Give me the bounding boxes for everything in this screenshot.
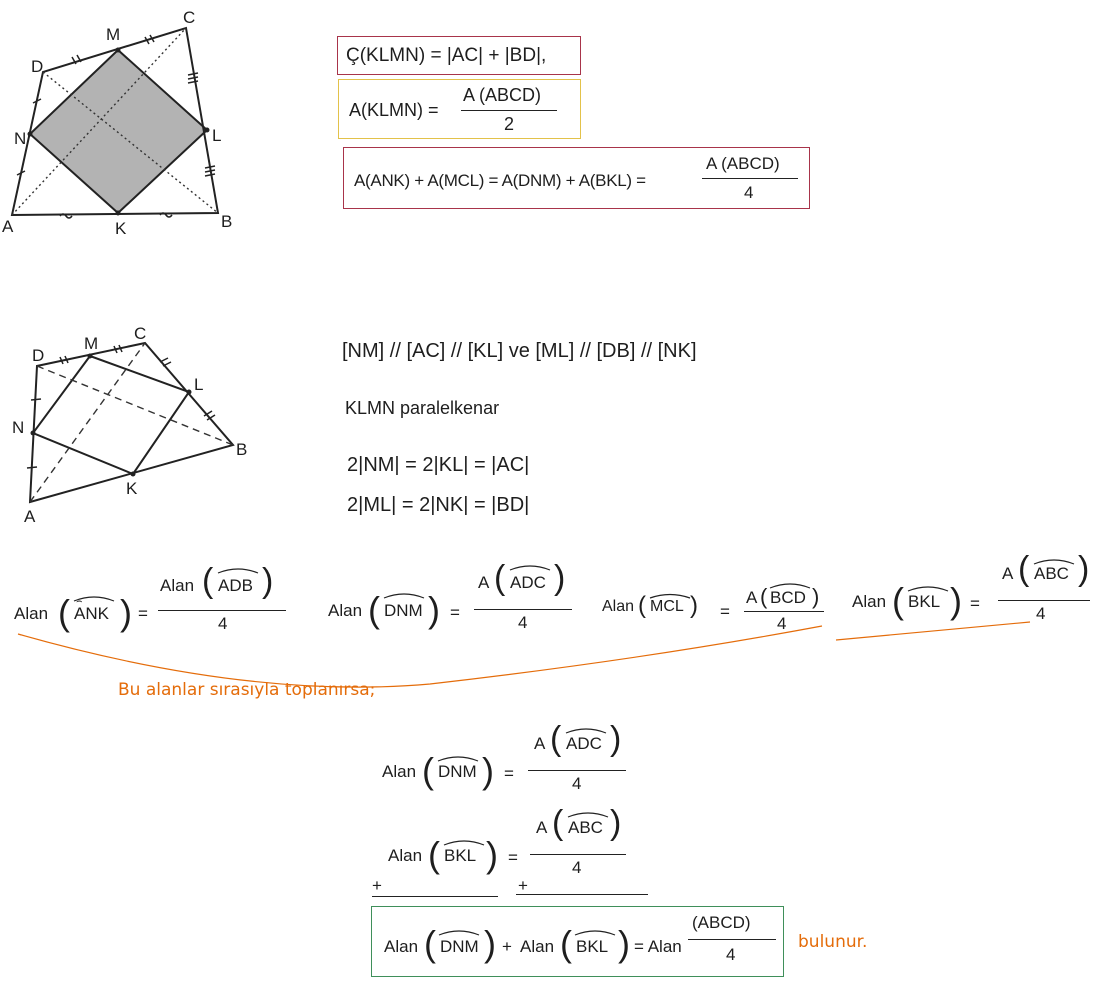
- stack-dnm: Alan ( DNM ) = A ( ADC ) 4: [382, 726, 642, 798]
- stack-bkl-num-prefix: A: [536, 818, 548, 837]
- sum-den: 4: [744, 183, 754, 202]
- equation-ac: 2|NM| = 2|KL| = |AC|: [347, 454, 530, 476]
- formula-bkl-num-arg: ABC: [1034, 564, 1069, 583]
- label-c-2: C: [134, 324, 147, 343]
- stack-dnm-num-arg: ADC: [566, 734, 602, 753]
- stack-dnm-den: 4: [572, 774, 582, 793]
- formula-dnm-prefix: Alan: [328, 601, 363, 620]
- label-m: M: [106, 25, 121, 44]
- perimeter-rhs: |AC| + |BD|,: [446, 45, 547, 66]
- stack-bkl: Alan ( BKL ) = A ( ABC ) 4: [388, 810, 648, 882]
- formula-mcl-den: 4: [777, 614, 787, 633]
- formula-ank-arg: ANK: [74, 604, 109, 623]
- stack-dnm-prefix: Alan: [382, 762, 417, 781]
- result-plus: +: [502, 937, 512, 956]
- area-den: 2: [504, 114, 515, 134]
- sum-num: A (ABCD): [706, 154, 780, 173]
- formula-bkl-num-prefix: A: [1002, 564, 1014, 583]
- result-b-prefix: Alan: [520, 937, 555, 956]
- label-l-2: L: [194, 375, 204, 394]
- equation-bd: 2|ML| = 2|NK| = |BD|: [347, 494, 530, 516]
- perimeter-lhs: Ç(KLMN) =: [346, 45, 442, 66]
- label-a-2: A: [24, 507, 36, 526]
- plus-left: +: [372, 876, 382, 895]
- formula-dnm: Alan ( DNM ) = A ( ADC ) 4: [328, 565, 578, 637]
- area-lhs: A(KLMN) =: [349, 100, 439, 120]
- formula-mcl-arg: MCL: [650, 598, 684, 615]
- stack-bkl-num-arg: ABC: [568, 818, 603, 837]
- result-note: bulunur.: [798, 932, 868, 952]
- stack-dnm-arg: DNM: [438, 762, 477, 781]
- label-k: K: [115, 219, 127, 238]
- label-l: L: [212, 126, 222, 145]
- formula-dnm-arg: DNM: [384, 601, 423, 620]
- label-d-2: D: [32, 346, 45, 365]
- label-b-2: B: [236, 440, 248, 459]
- label-d: D: [31, 57, 44, 76]
- stack-dnm-num-prefix: A: [534, 734, 546, 753]
- label-a: A: [2, 217, 14, 236]
- formula-bkl-den: 4: [1036, 604, 1046, 623]
- formula-bkl-arg: BKL: [908, 592, 941, 611]
- stack-bkl-prefix: Alan: [388, 846, 423, 865]
- sum-lhs: A(ANK) + A(MCL) = A(DNM) + A(BKL) =: [354, 171, 646, 190]
- label-k-2: K: [126, 479, 138, 498]
- formula-mcl-prefix: Alan: [602, 598, 635, 615]
- parallelogram-text: KLMN paralelkenar: [345, 398, 500, 418]
- formula-mcl: Alan ( MCL ) = A ( BCD ) 4: [602, 578, 832, 638]
- result-a-arg: DNM: [440, 937, 479, 956]
- formula-dnm-den: 4: [518, 613, 528, 632]
- result-num: (ABCD): [692, 913, 751, 932]
- sum-note: Bu alanlar sırasıyla toplanırsa;: [118, 680, 376, 700]
- result-a-prefix: Alan: [384, 937, 419, 956]
- formula-dnm-num-prefix: A: [478, 573, 490, 592]
- stack-bkl-arg: BKL: [444, 846, 477, 865]
- result-den: 4: [726, 945, 736, 964]
- formula-bkl-prefix: Alan: [852, 592, 887, 611]
- formula-mcl-num-prefix: A: [746, 588, 758, 607]
- result-box: Alan ( DNM ) + Alan ( BKL ) = Alan (ABCD) 4: [371, 906, 784, 977]
- label-c: C: [183, 10, 196, 27]
- result-eq: = Alan: [634, 937, 682, 956]
- label-n: N: [14, 129, 27, 148]
- label-n-2: N: [12, 418, 25, 437]
- formula-ank-prefix: Alan: [14, 604, 49, 623]
- formula-mcl-num-arg: BCD: [770, 588, 806, 607]
- formula-ank-num-prefix: Alan: [160, 576, 195, 595]
- formula-bkl: Alan ( BKL ) = A ( ABC ) 4: [852, 550, 1090, 623]
- formula-dnm-num-arg: ADC: [510, 573, 546, 592]
- area-num: A (ABCD): [463, 85, 542, 105]
- label-m-2: M: [84, 334, 99, 353]
- label-b: B: [221, 212, 233, 231]
- formula-ank-num-arg: ADB: [218, 576, 253, 595]
- plus-right: +: [518, 876, 528, 895]
- formula-ank: Alan ( ⌢ ANK ) = Alan ( ADB ) 4: [14, 568, 284, 640]
- stack-bkl-den: 4: [572, 858, 582, 877]
- parallel-line: [NM] // [AC] // [KL] ve [ML] // [DB] // [NK]: [342, 340, 697, 362]
- formula-ank-den: 4: [218, 614, 228, 633]
- result-b-arg: BKL: [576, 937, 609, 956]
